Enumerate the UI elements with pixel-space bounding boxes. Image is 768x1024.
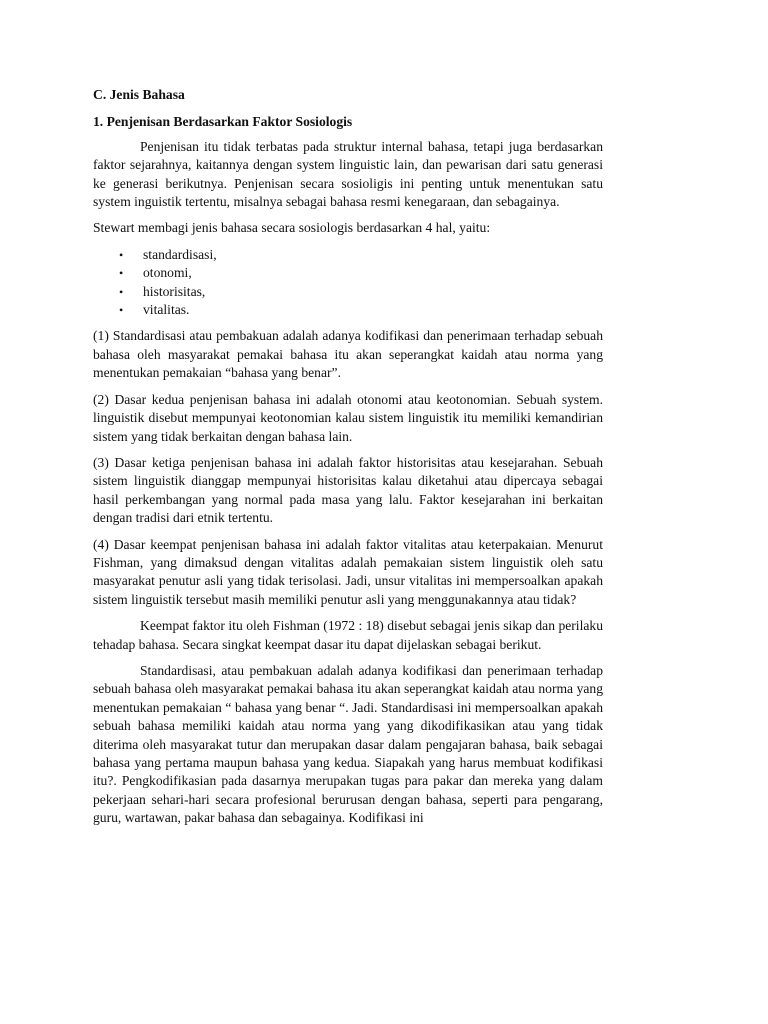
bullet-icon: •	[119, 266, 124, 281]
section-title: C. Jenis Bahasa	[93, 87, 185, 102]
document-page	[93, 86, 603, 836]
paragraph-fishman: Keempat faktor itu oleh Fishman (1972 : 18) disebut sebagai jenis sikap dan perilaku tehadap bahasa. Secara singkat keempat dasar itu dapat dijelaskan sebagai berikut.	[93, 618, 603, 652]
bullet-icon: •	[119, 247, 124, 262]
list-item	[93, 264, 603, 282]
list-item-text: otonomi,	[143, 265, 192, 281]
bullet-icon: •	[119, 284, 124, 299]
paragraph-standardisasi-detail: Standardisasi, atau pembakuan adalah adanya kodifikasi dan penerimaan terhadap sebuah bahasa oleh masyarakat pemakai bahasa itu akan seperangkat kaidah atau norma yang menentukan pemakaian “ bahasa yang benar “. Jadi. Standardisasi ini mempersoalkan apakah sebuah bahasa memiliki kaidah atau norma yang yang dikodifikasikan atau yang tidak diterima oleh masyarakat tutur dan merupakan dasar dalam pengajaran bahasa, baik sebagai bahasa yang pertama maupun bahasa yang kedua. Siapakah yang harus membuat kodifikasi itu?. Pengkodifikasian pada dasarnya merupakan tugas para pakar dan mereka yang dalam pekerjaan sehari-hari secara profesional berurusan dengan bahasa, seperti para pengarang, guru, wartawan, pakar bahasa dan sebagainya. Kodifikasi ini	[93, 662, 603, 826]
paragraph-stewart: Stewart membagi jenis bahasa secara sosiologis berdasarkan 4 hal, yaitu:	[93, 220, 491, 236]
paragraph-historisitas: (3) Dasar ketiga penjenisan bahasa ini adalah faktor historisitas atau kesejarahan. Sebuah sistem linguistik dianggap mempunyai historisitas kalau diketahui atau dipercaya sebagai hasil perkembangan yang normal pada masa yang lalu. Faktor kesejarahan ini berkaitan dengan tradisi dari etnik tertentu.	[93, 454, 603, 526]
bullet-icon: •	[119, 303, 124, 318]
paragraph-intro: Penjenisan itu tidak terbatas pada struktur internal bahasa, tetapi juga berdasarkan faktor sejarahnya, kaitannya dengan system linguistic lain, dan pewarisan dari satu generasi ke generasi berikutnya. Penjenisan secara sosioligis ini penting untuk menentukan satu system inguistik tertentu, misalnya sebagai bahasa resmi kenegaraan, dan sebagainya.	[93, 138, 603, 210]
list-item-text: historisitas,	[143, 283, 206, 299]
paragraph-vitalitas: (4) Dasar keempat penjenisan bahasa ini adalah faktor vitalitas atau keterpakaian. Menurut Fishman, yang dimaksud dengan vitalitas adalah pemakaian sistem linguistik oleh satu masyarakat penutur asli yang tidak terisolasi. Jadi, unsur vitalitas ini mempersoalkan apakah sistem linguistik tersebut masih memiliki penutur asli yang menggunakannya atau tidak?	[93, 536, 603, 607]
criteria-list	[93, 246, 603, 320]
list-item	[93, 301, 603, 319]
paragraph-otonomi: (2) Dasar kedua penjenisan bahasa ini adalah otonomi atau keotonomian. Sebuah system. linguistik disebut mempunyai keotonomian kalau sistem linguistik itu memiliki kemandirian sistem yang tidak berkaitan dengan bahasa lain.	[93, 391, 603, 444]
list-item	[93, 283, 603, 301]
paragraph-standardisasi-definition: (1) Standardisasi atau pembakuan adalah adanya kodifikasi dan penerimaan terhadap sebuah bahasa oleh masyarakat pemakai bahasa itu akan seperangkat kaidah atau norma yang menentukan pemakaian “bahasa yang benar”.	[93, 328, 603, 381]
subsection-title: 1. Penjenisan Berdasarkan Faktor Sosiologis	[93, 114, 353, 130]
list-item	[93, 246, 603, 264]
list-item-text: vitalitas.	[143, 302, 190, 318]
list-item-text: standardisasi,	[143, 246, 217, 262]
